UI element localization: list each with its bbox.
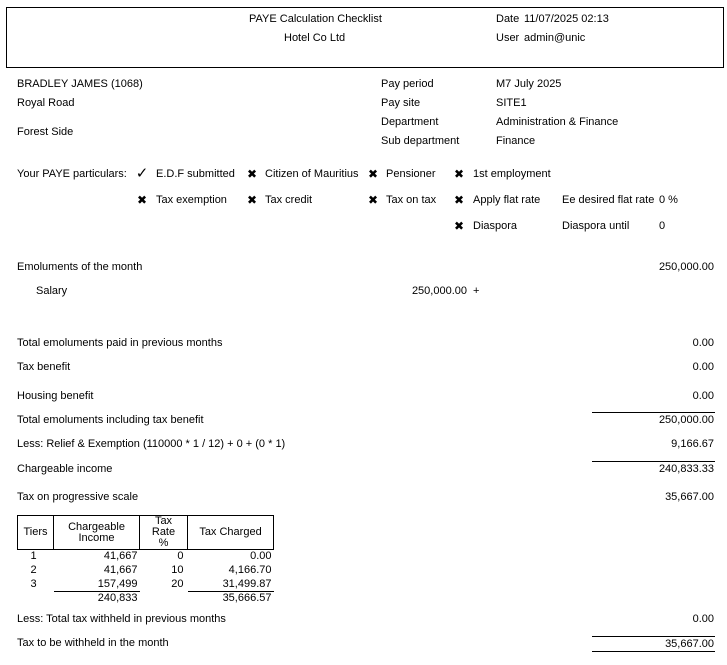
date-label: Date (496, 13, 520, 25)
rate-total-blank (140, 592, 188, 606)
table-row (18, 550, 274, 564)
charged-cell: 4,166.70 (228, 564, 272, 576)
salary-label: Salary (36, 285, 68, 297)
total-charged-cell: 35,666.57 (188, 592, 274, 606)
pay-period-label: Pay period (381, 78, 434, 90)
apply-flat-rate-label: Apply flat rate (473, 194, 541, 206)
total-rule (592, 636, 715, 637)
housing-benefit-value: 0.00 (692, 390, 714, 402)
chargeable-income-label: Chargeable income (17, 463, 113, 475)
employee-name: BRADLEY JAMES (1068) (17, 78, 143, 90)
prev-emoluments-value: 0.00 (692, 337, 714, 349)
company-name: Hotel Co Ltd (284, 32, 346, 44)
employee-address-line1: Royal Road (17, 97, 75, 109)
chargeable-income-header-line1: Chargeable (68, 520, 125, 533)
citizen-label: Citizen of Mauritius (265, 168, 359, 180)
tax-to-withhold-value: 35,667.00 (665, 638, 714, 650)
tier-total-row (18, 592, 274, 606)
ee-flat-rate-label: Ee desired flat rate (562, 194, 655, 206)
tier-cell: 3 (30, 578, 37, 590)
salary-sign: + (473, 285, 480, 297)
tax-tier-table (17, 515, 274, 606)
relief-exemption-value: 9,166.67 (671, 438, 714, 450)
sub-department-label: Sub department (381, 135, 460, 147)
emoluments-month-label: Emoluments of the month (17, 261, 143, 273)
rate-cell: 10 (171, 564, 184, 576)
date-value: 11/07/2025 02:13 (524, 13, 609, 25)
income-cell: 41,667 (103, 564, 138, 576)
cross-icon: ✖ (246, 193, 258, 207)
pay-site-label: Pay site (381, 97, 421, 109)
progressive-tax-label: Tax on progressive scale (17, 491, 139, 503)
rate-cell: 20 (171, 578, 184, 590)
user-value: admin@unic (524, 32, 586, 44)
total-emoluments-label: Total emoluments including tax benefit (17, 414, 204, 426)
tax-benefit-value: 0.00 (692, 361, 714, 373)
pensioner-label: Pensioner (386, 168, 436, 180)
subtotal-rule (592, 412, 715, 413)
emoluments-month-value: 250,000.00 (658, 261, 714, 273)
tax-benefit-label: Tax benefit (17, 361, 71, 373)
cross-icon: ✖ (367, 167, 379, 181)
progressive-tax-value: 35,667.00 (665, 491, 714, 503)
subtotal-rule (592, 461, 715, 462)
tier-table-header-row (18, 516, 274, 550)
diaspora-label: Diaspora (473, 220, 518, 232)
tax-rate-header (140, 516, 188, 550)
pay-site-value: SITE1 (496, 97, 527, 109)
chargeable-income-value: 240,833.33 (658, 463, 714, 475)
tier-cell: 1 (30, 550, 37, 563)
tax-to-withhold-label: Tax to be withheld in the month (17, 637, 169, 649)
department-value: Administration & Finance (496, 116, 619, 128)
prev-emoluments-label: Total emoluments paid in previous months (17, 337, 223, 349)
total-emoluments-value: 250,000.00 (658, 414, 714, 426)
employee-address-line2: Forest Side (17, 126, 74, 138)
total-underline (592, 651, 715, 652)
income-cell: 41,667 (103, 550, 138, 563)
charged-cell: 31,499.87 (222, 577, 272, 590)
chargeable-income-header (54, 516, 140, 550)
table-row (18, 578, 274, 592)
pay-period-value: M7 July 2025 (496, 78, 562, 90)
cross-icon: ✖ (453, 167, 465, 181)
diaspora-until-value: 0 (659, 220, 666, 232)
particulars-label: Your PAYE particulars: (17, 168, 127, 180)
tax-rate-header-line2: % (158, 537, 169, 549)
edf-submitted-label: E.D.F submitted (156, 168, 235, 180)
table-row (18, 564, 274, 578)
tax-rate-header-line1: Tax Rate (151, 515, 176, 538)
tiers-header: Tiers (18, 516, 54, 550)
check-icon: ✓ (135, 165, 149, 182)
relief-exemption-label: Less: Relief & Exemption (110000 * 1 / 12) + 0 + (0 * 1) (17, 438, 286, 450)
tier-total-blank (18, 592, 54, 606)
total-income-cell: 240,833 (54, 592, 140, 606)
first-employment-label: 1st employment (473, 168, 551, 180)
sub-department-value: Finance (496, 135, 536, 147)
tax-charged-header: Tax Charged (188, 516, 274, 550)
charged-cell: 0.00 (250, 550, 272, 563)
diaspora-until-label: Diaspora until (562, 220, 630, 232)
cross-icon: ✖ (453, 219, 465, 233)
department-label: Department (381, 116, 439, 128)
chargeable-income-header-line2: Income (78, 531, 115, 544)
housing-benefit-label: Housing benefit (17, 390, 94, 402)
income-cell: 157,499 (97, 577, 138, 590)
report-title: PAYE Calculation Checklist (249, 13, 382, 25)
withheld-previous-value: 0.00 (692, 613, 714, 625)
tax-exemption-label: Tax exemption (156, 194, 227, 206)
cross-icon: ✖ (136, 193, 148, 207)
withheld-previous-label: Less: Total tax withheld in previous months (17, 613, 226, 625)
ee-flat-rate-value: 0 % (659, 194, 678, 206)
salary-value: 250,000.00 (411, 285, 467, 297)
cross-icon: ✖ (453, 193, 465, 207)
tier-cell: 2 (30, 564, 37, 576)
cross-icon: ✖ (246, 167, 258, 181)
user-label: User (496, 32, 520, 44)
rate-cell: 0 (177, 550, 184, 563)
cross-icon: ✖ (367, 193, 379, 207)
tax-credit-label: Tax credit (265, 194, 313, 206)
tax-on-tax-label: Tax on tax (386, 194, 437, 206)
